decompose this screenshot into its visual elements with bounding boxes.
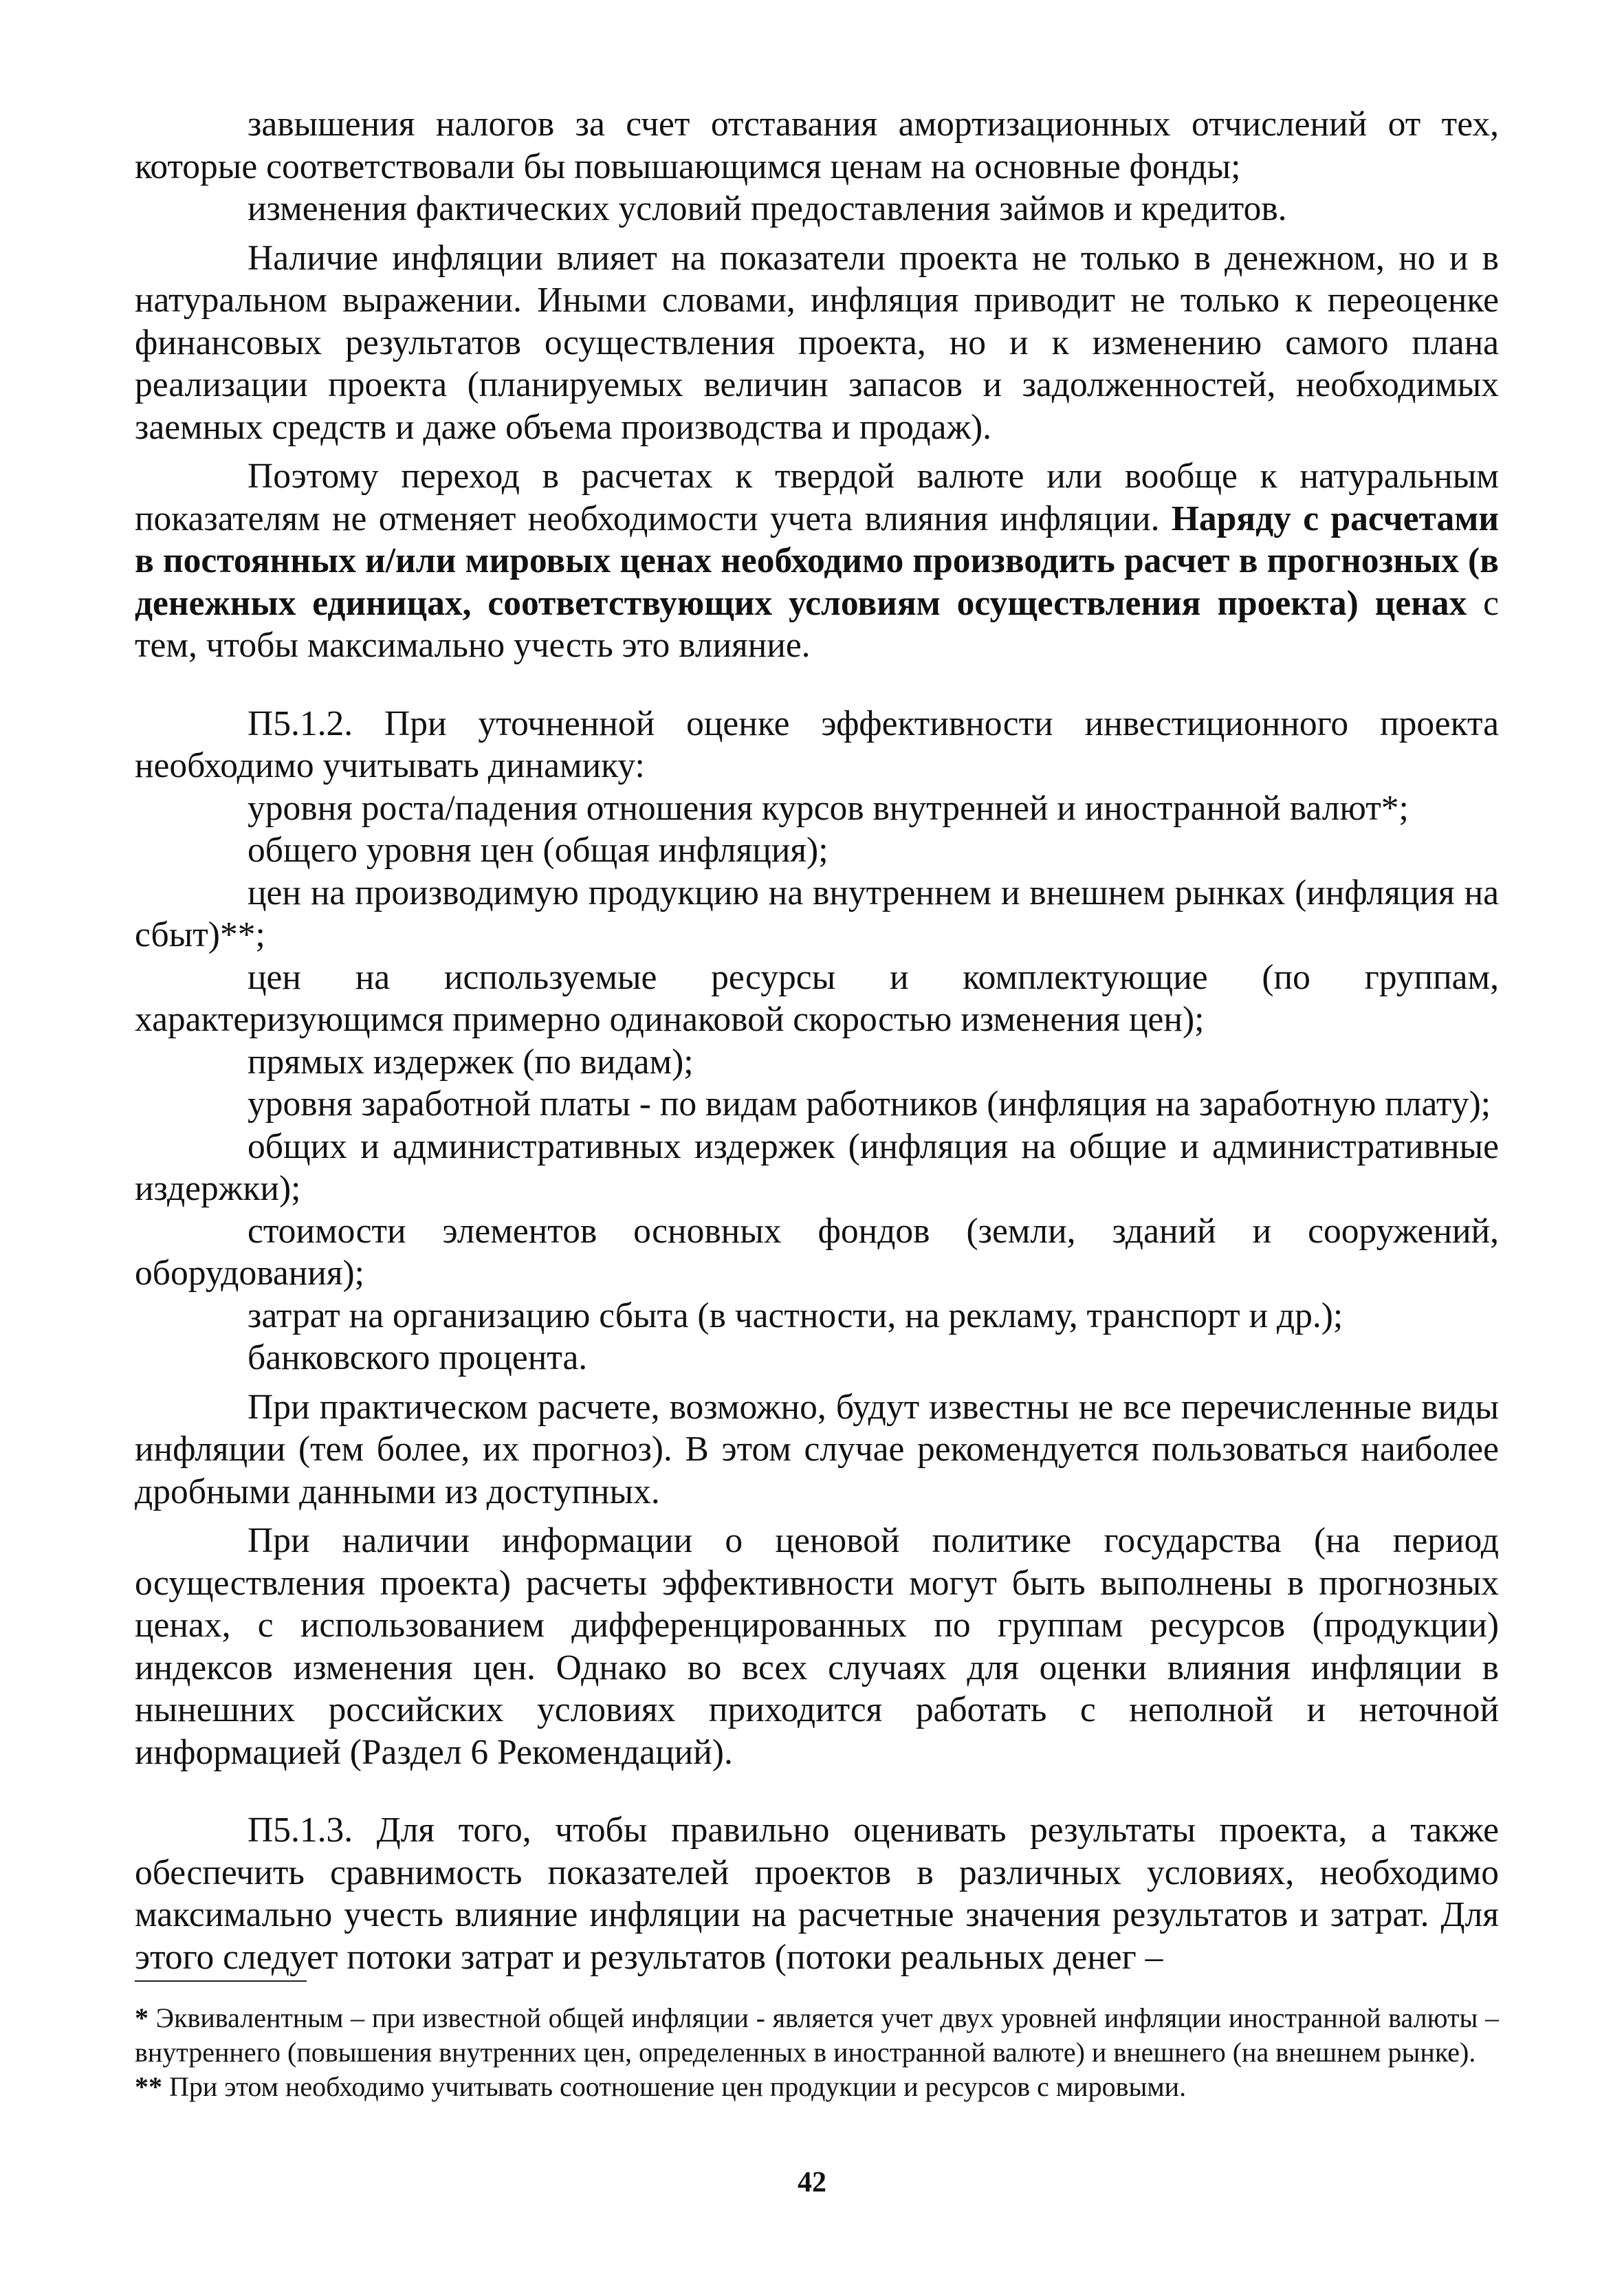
- paragraph: [135, 1386, 1499, 1513]
- footnote-divider: [135, 1980, 307, 1982]
- paragraph: [135, 188, 1499, 230]
- list-item: [135, 956, 1499, 1041]
- paragraph-text: с тем, чтобы максимально учесть это влияние.: [135, 583, 1500, 665]
- footnote-mark: *: [135, 2002, 149, 2033]
- paragraph-text: Наличие инфляции влияет на показатели проекта не только в денежном, но и в натуральном выражении. Иными словами, инфляция приводит не только к переоценке финансовых результатов осуществления проекта, но и к изменению самого плана реализации проекта (планируемых величин запасов и задолженностей, необходимых заемных средств и даже объема производства и продаж).: [135, 238, 1499, 447]
- paragraph-text: Поэтому переход в расчетах к твердой валюте или вообще к натуральным показателям не отменяет необходимости учета влияния инфляции.: [135, 457, 1499, 538]
- list-item-text: цен на используемые ресурсы и комплектующие (по группам, характеризующимся примерно одинаковой скоростью изменения цен);: [135, 957, 1499, 1039]
- list-item: [135, 1337, 1499, 1379]
- footnote-text: При этом необходимо учитывать соотношение цен продукции и ресурсов с мировыми.: [162, 2071, 1187, 2102]
- list-item: [135, 1210, 1499, 1295]
- footnote-text: Эквивалентным – при известной общей инфляции - является учет двух уровней инфляции иностранной валюты – внутреннего (повышения внутренних цен, определенных в иностранной валюте) и внешнего (на внешнем рынке).: [135, 2002, 1499, 2068]
- list-item: [135, 1041, 1499, 1084]
- paragraph-text: При наличии информации о ценовой политике государства (на период осуществления проекта) расчеты эффективности могут быть выполнены в прогнозных ценах, с использованием дифференцированных по группам ресурсов (продукции) индексов изменения цен. Однако во всех случаях для оценки влияния инфляции в нынешних российских условиях приходится работать с неполной и неточной информацией (Раздел 6 Рекомендаций).: [135, 1521, 1499, 1772]
- page-number: 42: [798, 2167, 826, 2198]
- list-item-text: уровня роста/падения отношения курсов внутренней и иностранной валют*;: [248, 788, 1409, 828]
- list-item: [135, 787, 1499, 830]
- list-item-text: стоимости элементов основных фондов (земли, зданий и сооружений, оборудования);: [135, 1211, 1499, 1293]
- paragraph: [135, 1520, 1499, 1773]
- list-item-text: затрат на организацию сбыта (в частности, на рекламу, транспорт и др.);: [248, 1295, 1343, 1335]
- main-text: [135, 103, 1499, 1978]
- section-p5-1-3: [135, 1809, 1499, 1978]
- list-item: [135, 829, 1499, 872]
- list-item: [135, 872, 1499, 956]
- footnote: [135, 2001, 1499, 2070]
- list-item: [135, 1126, 1499, 1210]
- paragraph-inflation-note: [135, 455, 1499, 667]
- list-item-text: общего уровня цен (общая инфляция);: [248, 831, 829, 870]
- paragraph-text: П5.1.2. При уточненной оценке эффективности инвестиционного проекта необходимо учитывать динамику:: [135, 703, 1499, 785]
- list-item-text: цен на производимую продукцию на внутреннем и внешнем рынках (инфляция на сбыт)**;: [135, 873, 1499, 954]
- paragraph: [135, 237, 1499, 449]
- footnotes: [135, 2001, 1499, 2104]
- list-item-text: общих и административных издержек (инфляция на общие и административные издержки);: [135, 1126, 1499, 1208]
- paragraph-continuation: [135, 103, 1499, 188]
- list-item: [135, 1295, 1499, 1337]
- section-p5-1-2: [135, 703, 1499, 787]
- list-item: [135, 1083, 1499, 1126]
- paragraph-text: П5.1.3. Для того, чтобы правильно оценивать результаты проекта, а также обеспечить сравнимость показателей проектов в различных условиях, необходимо максимально учесть влияние инфляции на расчетные значения результатов и затрат. Для этого следует потоки затрат и результатов (потоки реальных денег –: [135, 1811, 1499, 1977]
- footnote: [135, 2070, 1499, 2104]
- list-item-text: прямых издержек (по видам);: [248, 1042, 694, 1082]
- paragraph-text: При практическом расчете, возможно, будут известны не все перечисленные виды инфляции (тем более, их прогноз). В этом случае рекомендуется пользоваться наиболее дробными данными из доступных.: [135, 1387, 1499, 1511]
- list-item-text: уровня заработной платы - по видам работников (инфляция на заработную плату);: [248, 1084, 1491, 1124]
- bold-emphasis: Наряду с расчетами в постоянных и/или мировых ценах необходимо производить расчет в прогнозных (в денежных единицах, соответствующих условиям осуществления проекта) ценах: [135, 499, 1499, 623]
- paragraph-text: изменения фактических условий предоставления займов и кредитов.: [248, 189, 1287, 228]
- list-item-text: банковского процента.: [248, 1338, 588, 1377]
- dynamics-list: [135, 787, 1499, 1379]
- paragraph-text: завышения налогов за счет отставания амортизационных отчислений от тех, которые соответствовали бы повышающимся ценам на основные фонды;: [135, 105, 1499, 186]
- footnote-mark: **: [135, 2071, 162, 2102]
